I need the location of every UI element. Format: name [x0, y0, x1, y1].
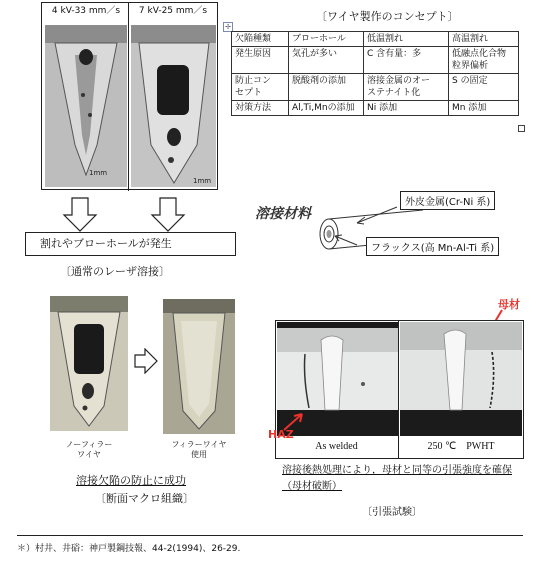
footnote-rule: [17, 535, 523, 536]
tensile-specimen-pwht: [400, 322, 522, 436]
macro-photo-no-filler: [50, 296, 128, 431]
laser-macro-photo-2: [131, 25, 216, 187]
table-cell: 防止コン セプト: [232, 74, 289, 101]
table-cell: 気孔が多い: [289, 47, 364, 74]
macro-photo-with-filler: [163, 299, 235, 434]
haz-label: HAZ: [268, 428, 294, 441]
table-cell: Ni 添加: [364, 101, 449, 116]
table-row: [232, 47, 519, 74]
concept-title: 〔ワイヤ製作のコンセプト〕: [316, 10, 459, 23]
table-cell: Mn 添加: [449, 101, 519, 116]
table-cell: 脱酸剤の添加: [289, 74, 364, 101]
table-cell: 溶接金属のオー ステナイト化: [364, 74, 449, 101]
macro-caption: 〔断面マクロ組織〕: [95, 492, 194, 505]
table-cell: Al,Ti,Mnの添加: [289, 101, 364, 116]
laser-result-text: 割れやブローホールが発生: [40, 237, 172, 250]
table-cell: S の固定: [449, 74, 519, 101]
macro-success-text: 溶接欠陥の防止に成功: [76, 474, 186, 487]
laser-scale-2: 1mm: [193, 177, 212, 185]
flux-label: フラックス(高 Mn-Al-Ti 系): [366, 237, 499, 256]
laser-photo-frame: [41, 2, 218, 190]
table-header-cell: ブローホール: [289, 32, 364, 47]
concept-table: [231, 31, 519, 116]
haz-arrow: [282, 410, 306, 432]
material-title: 溶接材料: [255, 206, 311, 222]
table-cell: C 含有量：多: [364, 47, 449, 74]
table-row: [232, 74, 519, 101]
tensile-caption: 〔引張試験〕: [362, 507, 422, 518]
down-arrow-left: [62, 197, 98, 233]
table-header-cell: 低温割れ: [364, 32, 449, 47]
table-move-handle[interactable]: ✢: [223, 22, 233, 32]
table-header-cell: 欠陥種類: [232, 32, 289, 47]
table-resize-handle[interactable]: [518, 125, 525, 132]
table-header-row: [232, 32, 519, 47]
table-cell: 低融点化合物 粒界偏析: [449, 47, 519, 74]
right-arrow: [134, 348, 158, 374]
filler-label: フィラーワイヤ 使用: [171, 440, 227, 459]
footnote: ＊）村井、井硲：神戸製鋼技報、44-2(1994)、26-29.: [17, 544, 241, 554]
laser-result-box: [25, 232, 236, 256]
table-header-cell: 高温割れ: [449, 32, 519, 47]
tensile-result-text: 溶接後熱処理により，母材と同等の引張強度を確保（母材破断）: [282, 465, 512, 492]
laser-scale-1: 1mm: [89, 169, 108, 177]
laser-photo1-label: 4 kV-33 mm／s: [51, 6, 121, 16]
laser-photo2-label: 7 kV-25 mm／s: [138, 6, 208, 16]
table-cell: 対策方法: [232, 101, 289, 116]
down-arrow-right: [150, 197, 186, 233]
outer-metal-label: 外皮金属(Cr-Ni 系): [400, 191, 495, 210]
table-cell: 発生原因: [232, 47, 289, 74]
table-row: [232, 101, 519, 116]
base-metal-label: 母材: [498, 298, 520, 311]
laser-caption: 〔通常のレーザ溶接〕: [60, 265, 170, 278]
tensile-photo-frame: [275, 320, 524, 459]
no-filler-label: ノーフィラー ワイヤ: [65, 440, 113, 459]
laser-macro-photo-1: [45, 25, 127, 187]
pwht-label: 250 ℃ PWHT: [427, 441, 495, 452]
as-welded-label: As welded: [315, 441, 358, 452]
